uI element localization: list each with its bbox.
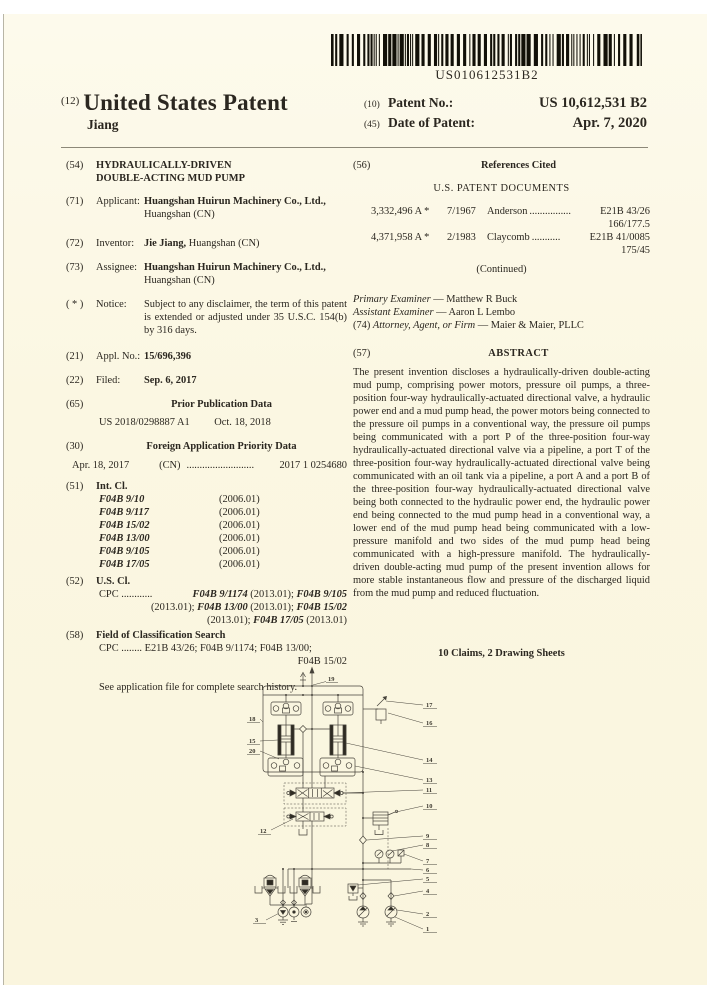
foreign-priority-dots: .......................... xyxy=(186,460,255,471)
claims-line: 10 Claims, 2 Drawing Sheets xyxy=(438,648,565,659)
field-heading: Field of Classification Search xyxy=(96,630,226,641)
date-label: Date of Patent: xyxy=(388,115,475,130)
attorney-label: Attorney, Agent, or Firm xyxy=(372,320,476,331)
ref-name: Claycomb xyxy=(487,232,530,243)
section-foreign-priority: (30) Foreign Application Priority Data Apr. 18, 2017 (CN) .......................... 2017 1 0254680 xyxy=(66,441,347,471)
section-assignee: (73) Assignee: Huangshan Huirun Machinery Co., Ltd., Huangshan (CN) xyxy=(66,262,326,286)
fig-label-18: 18 xyxy=(249,716,256,723)
assignee-label: Assignee: xyxy=(96,262,137,273)
reference-row: 4,371,958 A * 2/1983 Claycomb ........... E21B 41/0085 175/45 xyxy=(353,231,650,257)
section-int-cl: (51) Int. Cl. F04B 9/10 (2006.01) F04B 9/117 (2006.01) F04B 15/02 (2006.01) F04B 13/00 (2006.01) F04B 9/105 (2006.01) F04B 17/05 (2006.01) xyxy=(66,480,347,571)
fig-label-14: 14 xyxy=(426,757,433,764)
fig-label-9: 9 xyxy=(426,833,430,840)
examiner-block: Primary Examiner — Matthew R Buck Assistant Examiner — Aaron L Lembo (74) Attorney, Agent, or Firm — Maier & Maier, PLLC xyxy=(353,294,584,331)
fig-label-10: 10 xyxy=(426,803,433,810)
foreign-priority-heading: Foreign Application Priority Data xyxy=(146,441,297,452)
section-inventor: (72) Inventor: Jie Jiang, Huangshan (CN) xyxy=(66,238,260,249)
kind-code: (12) xyxy=(61,95,80,107)
patent-no-value: US 10,612,531 B2 xyxy=(539,95,647,111)
patent-number-row xyxy=(364,94,647,114)
barcode-bars xyxy=(331,34,642,66)
patent-no-label: Patent No.: xyxy=(388,95,454,110)
prior-pub-heading: Prior Publication Data xyxy=(171,399,272,410)
header-right xyxy=(364,94,647,134)
fig-label-1: 1 xyxy=(426,926,430,933)
fig-label-4: 4 xyxy=(426,888,430,895)
us-cl-heading: U.S. Cl. xyxy=(96,576,131,587)
fig-label-17: 17 xyxy=(426,702,433,709)
appl-no-value: 15/696,396 xyxy=(144,351,192,362)
applicant-location: Huangshan (CN) xyxy=(144,209,215,220)
ref-number: 3,332,496 A * xyxy=(371,206,430,217)
section-notice: ( * ) Notice: Subject to any disclaimer, the term of this patent is extended or adjusted under 35 U.S.C. 154(b) by 316 days. xyxy=(66,299,347,336)
section-references: (56) References Cited xyxy=(353,159,650,172)
patent-date-row xyxy=(364,114,647,134)
hydraulic-schematic xyxy=(229,662,529,952)
appl-no-label: Appl. No.: xyxy=(96,351,141,362)
primary-examiner-label: Primary Examiner xyxy=(353,294,431,305)
header-rule xyxy=(61,147,648,148)
section-applicant: (71) Applicant: Huangshan Huirun Machinery Co., Ltd., Huangshan (CN) xyxy=(66,196,326,220)
foreign-priority-date: Apr. 18, 2017 xyxy=(72,460,130,471)
prior-pub-number: US 2018/0298887 A1 xyxy=(99,417,190,428)
inventor-surname: Jiang xyxy=(87,117,119,132)
int-cl-row: F04B 9/105 (2006.01) xyxy=(99,546,260,557)
filed-label: Filed: xyxy=(96,375,121,386)
date-code: (45) xyxy=(364,120,380,130)
header-left xyxy=(61,90,288,133)
ref-class2: 175/45 xyxy=(621,245,650,256)
section-appl-no: (21) Appl. No.: 15/696,396 xyxy=(66,350,347,363)
abstract-text: The present invention discloses a hydraulically-driven double-acting mud pump, comprising power motors, pressure oil pumps, a three-position four-way hydraulically-actuated directional valve, a hydraulic power end and a mud pump head, the power motors being connected to the pressure oil pumps in a conventional way, the pressure oil pumps being communicated with a port P of the three-position four-way hydraulically-actuated directional valve via a pipeline, a port T of the three-position four-way hydraulically-actuated directional valve being communicated with an oil tank via a pipeline, a port A and a port B of the three-position four-way hydraulically-actuated directional valve being both connected to the hydraulic power end, the hydraulic power end being connected to the mud pump head in a conventional way, a lower end of the mud pump head being communicated with a low-pressure manifold and two sides of the mud pump head being communicated with a high-pressure manifold. The hydraulically-driven double-acting mud pump of the present invention allows for more stable instantaneous flow and pressure of the discharged liquid from the mud pump and reduced fluctuation. xyxy=(353,367,650,599)
fig-label-19: 19 xyxy=(328,676,335,683)
fig-label-5: 5 xyxy=(426,876,430,883)
inventor-location: Huangshan (CN) xyxy=(186,238,260,249)
fig-label-8: 8 xyxy=(426,842,430,849)
ref-class: E21B 43/26 xyxy=(600,206,650,217)
section-filed: (22) Filed: Sep. 6, 2017 xyxy=(66,374,347,387)
applicant-label: Applicant: xyxy=(96,196,140,207)
ref-date: 7/1967 xyxy=(447,206,476,217)
assignee-name: Huangshan Huirun Machinery Co., Ltd., xyxy=(144,262,326,273)
fig-label-7: 7 xyxy=(426,858,430,865)
int-cl-row: F04B 15/02 (2006.01) xyxy=(99,520,260,531)
attorney-name: Maier & Maier, PLLC xyxy=(490,320,584,331)
ref-name: Anderson xyxy=(487,206,528,217)
invention-title-line2: DOUBLE-ACTING MUD PUMP xyxy=(96,173,245,184)
primary-examiner-name: Matthew R Buck xyxy=(446,294,518,305)
section-title: (54) HYDRAULICALLY-DRIVEN DOUBLE-ACTING MUD PUMP xyxy=(66,160,245,184)
fig-label-13: 13 xyxy=(426,777,433,784)
ref-number: 4,371,958 A * xyxy=(371,232,430,243)
patent-no-code: (10) xyxy=(364,100,380,110)
notice-label: Notice: xyxy=(96,299,127,310)
figure-drawing xyxy=(229,662,529,952)
section-abstract: (57) ABSTRACT xyxy=(353,347,650,360)
int-cl-heading: Int. Cl. xyxy=(96,481,128,492)
section-us-cl: (52) U.S. Cl. CPC ............ F04B 9/1174 (2013.01); F04B 9/105 (2013.01); F04B 13/00 (2013.01); F04B 15/02 (2013.01); F04B 17/05 (2013.01) xyxy=(66,576,347,626)
patent-page xyxy=(3,14,707,985)
applicant-name: Huangshan Huirun Machinery Co., Ltd., xyxy=(144,196,326,207)
field-cpc-line: CPC ........ E21B 43/26; F04B 9/1174; F04B 13/00; xyxy=(99,643,312,654)
ref-date: 2/1983 xyxy=(447,232,476,243)
int-cl-row: F04B 9/10 (2006.01) xyxy=(99,494,260,505)
reference-row: 3,332,496 A * 7/1967 Anderson ................ E21B 43/26 166/177.5 xyxy=(353,205,650,231)
inventor-label: Inventor: xyxy=(96,238,135,249)
assistant-examiner-name: Aaron L Lembo xyxy=(448,307,516,318)
us-patent-documents-heading: U.S. PATENT DOCUMENTS xyxy=(433,183,570,194)
field-cpc-line2: F04B 15/02 xyxy=(297,656,347,667)
references-continued: (Continued) xyxy=(476,264,527,275)
barcode xyxy=(331,34,643,83)
foreign-priority-number: 2017 1 0254680 xyxy=(279,460,347,471)
section-prior-publication: (65) Prior Publication Data US 2018/0298887 A1 Oct. 18, 2018 xyxy=(66,398,347,429)
int-cl-row: F04B 17/05 (2006.01) xyxy=(99,559,260,570)
int-cl-row: F04B 13/00 (2006.01) xyxy=(99,533,260,544)
field-see-note: See application file for complete search history. xyxy=(99,682,298,693)
filed-value: Sep. 6, 2017 xyxy=(144,375,197,386)
fig-label-12: 12 xyxy=(260,828,267,835)
barcode-text: US010612531B2 xyxy=(435,67,539,82)
notice-text: Subject to any disclaimer, the term of this patent is extended or adjusted under 35 U.S.C. 154(b) by 316 days. xyxy=(144,299,347,336)
fig-label-16: 16 xyxy=(426,720,433,727)
fig-label-3: 3 xyxy=(255,917,259,924)
invention-title-line1: HYDRAULICALLY-DRIVEN xyxy=(96,160,232,171)
ref-class: E21B 41/0085 xyxy=(589,232,650,243)
barcode-image xyxy=(331,34,643,66)
document-type: United States Patent xyxy=(83,90,288,115)
prior-pub-date: Oct. 18, 2018 xyxy=(214,417,271,428)
fig-label-11: 11 xyxy=(426,787,433,794)
fig-label-15: 15 xyxy=(249,738,256,745)
int-cl-row: F04B 9/117 (2006.01) xyxy=(99,507,260,518)
fig-label-6: 6 xyxy=(426,867,430,874)
section-field-of-search: (58) Field of Classification Search CPC ........ E21B 43/26; F04B 9/1174; F04B 13/00; F04B 15/02 See application file for complete search history. xyxy=(66,630,347,693)
abstract-heading: ABSTRACT xyxy=(488,348,549,359)
foreign-priority-country: (CN) xyxy=(159,460,181,471)
fig-label-20: 20 xyxy=(249,748,256,755)
fig-label-2: 2 xyxy=(426,911,430,918)
assignee-location: Huangshan (CN) xyxy=(144,275,215,286)
attorney-code: (74) xyxy=(353,320,371,331)
inventor-name: Jie Jiang, xyxy=(144,238,187,249)
references-heading: References Cited xyxy=(480,160,557,171)
assistant-examiner-label: Assistant Examiner xyxy=(353,307,434,318)
ref-class2: 166/177.5 xyxy=(608,219,650,230)
cpc-lead: CPC ............ xyxy=(99,589,153,600)
date-value: Apr. 7, 2020 xyxy=(572,115,647,131)
